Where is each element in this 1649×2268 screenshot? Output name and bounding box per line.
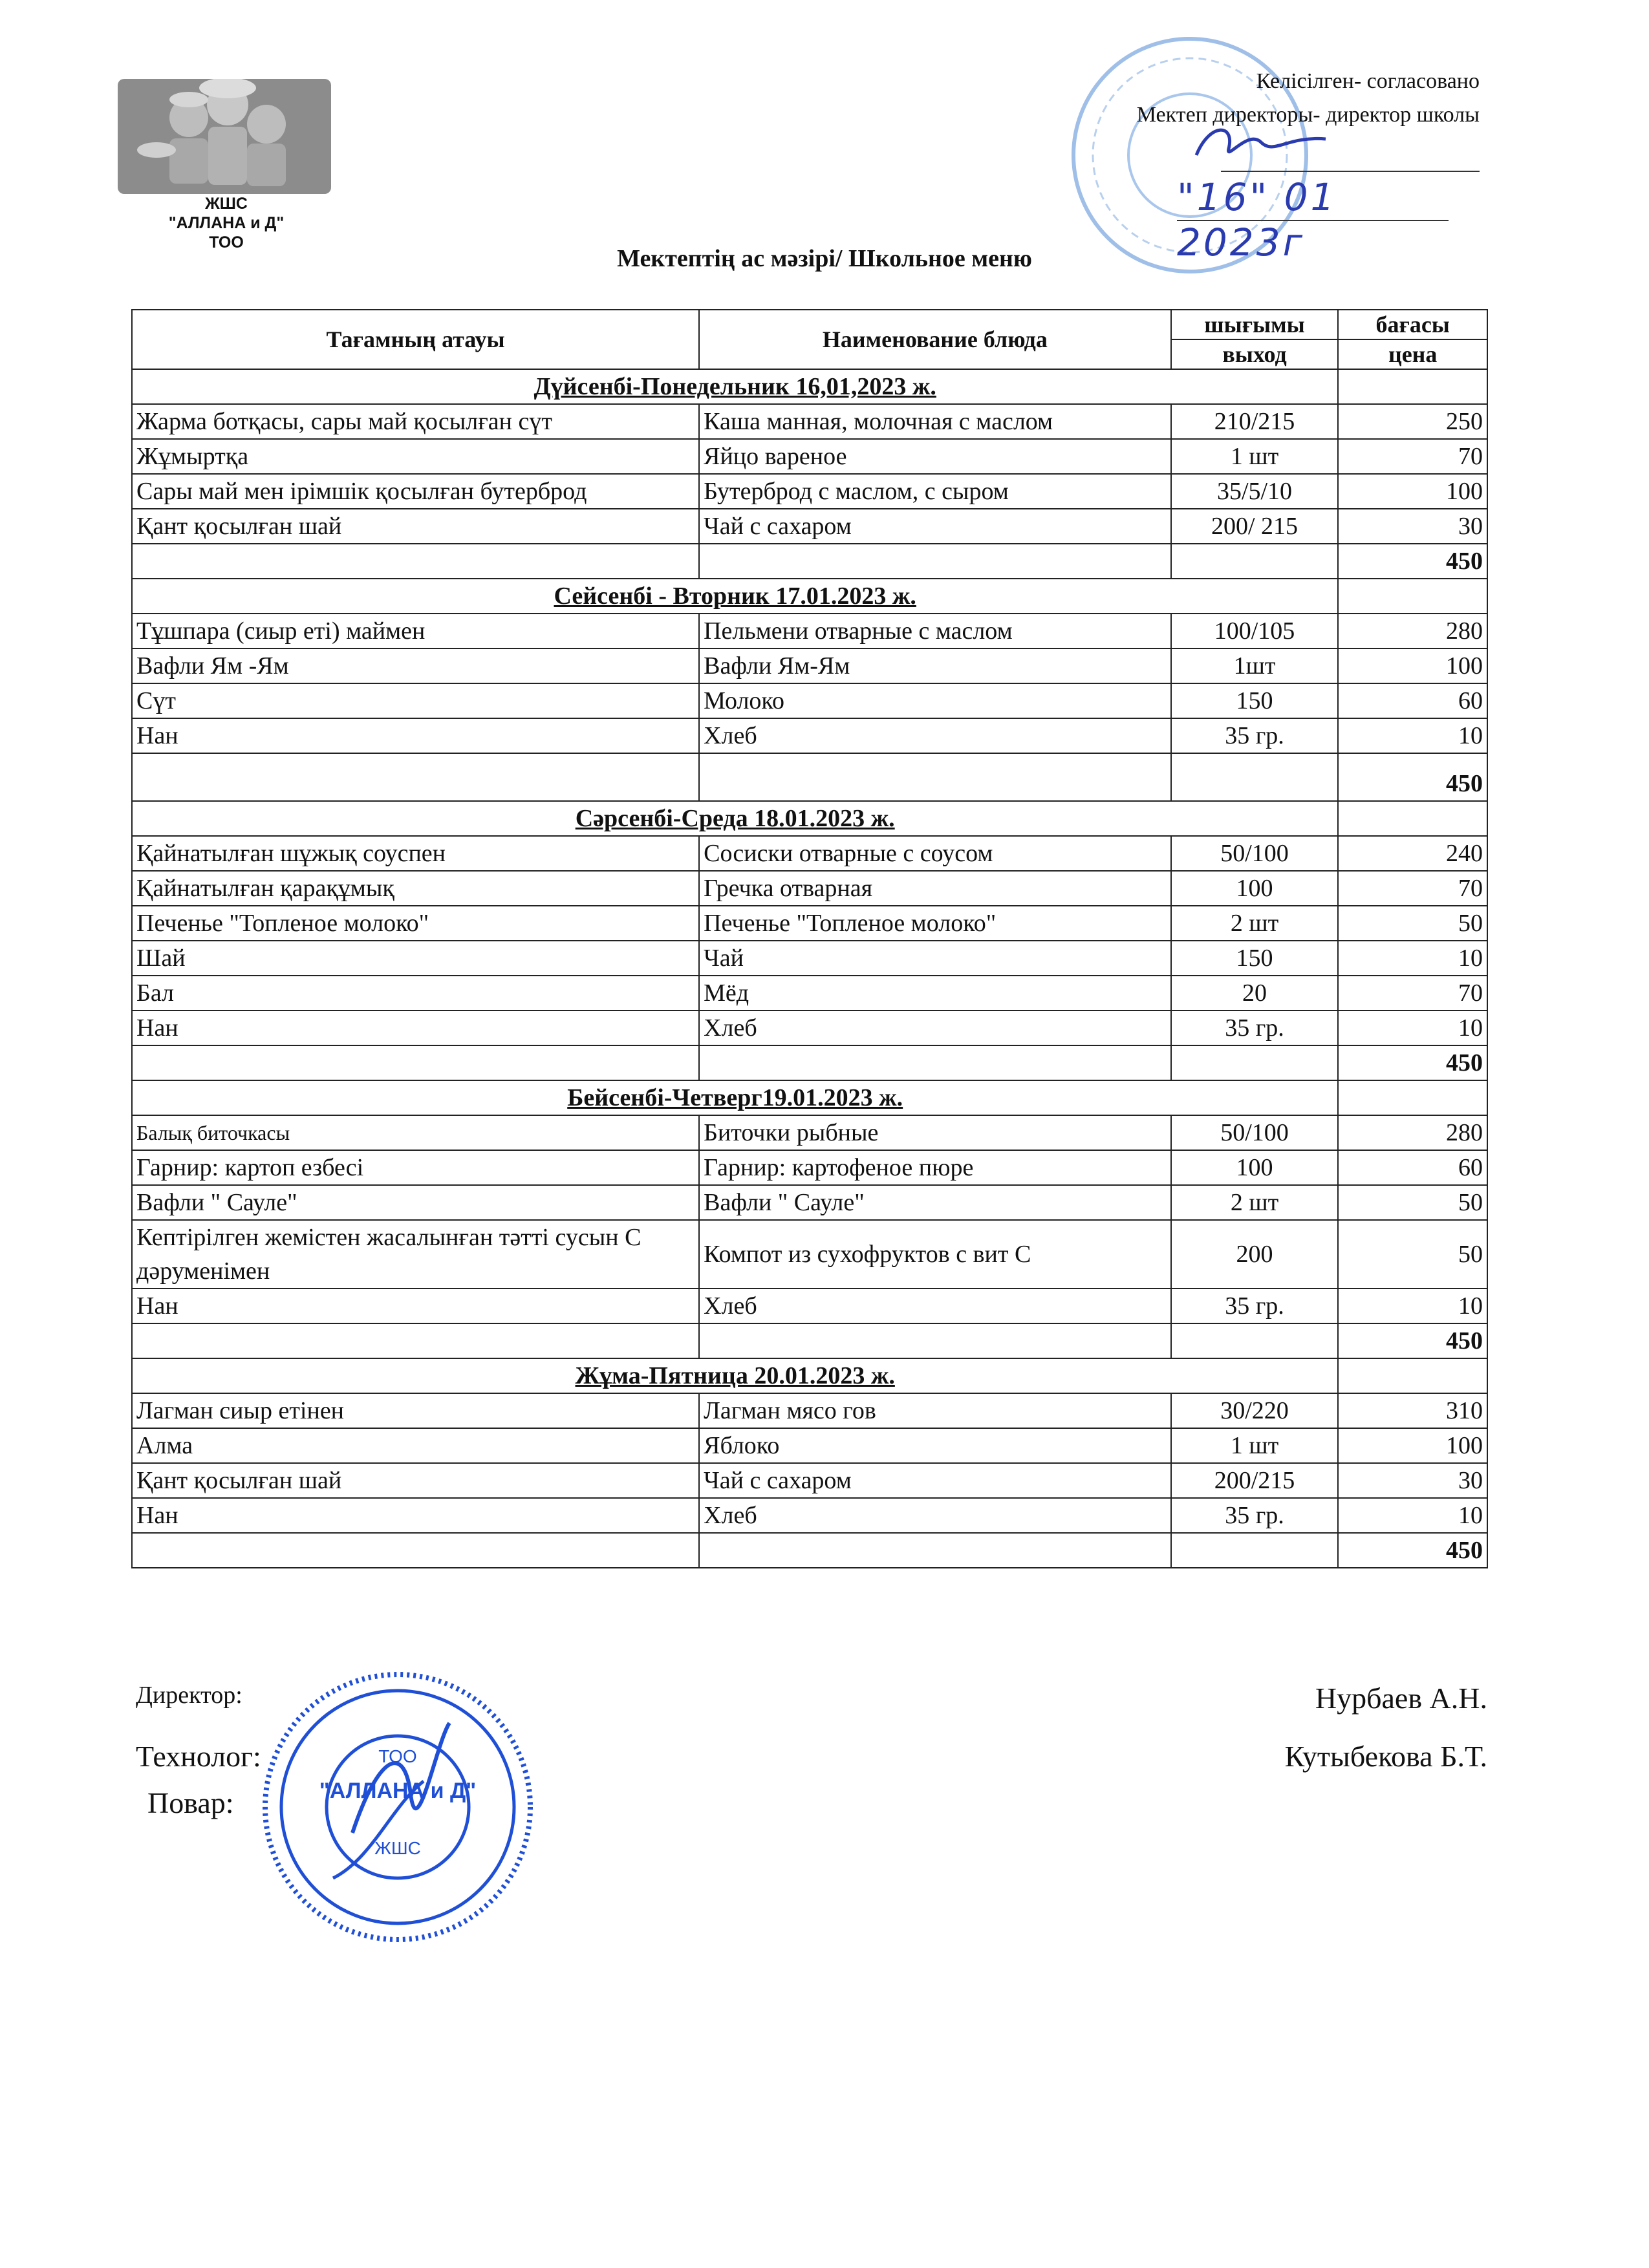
dish-price: 100 <box>1338 1428 1487 1463</box>
day-header-row <box>132 801 1487 836</box>
day-total: 450 <box>1338 544 1487 579</box>
table-row <box>132 683 1487 718</box>
director-label: Директор: <box>136 1682 242 1709</box>
total-empty-cell <box>132 1533 699 1568</box>
dish-price: 280 <box>1338 614 1487 648</box>
day-header-row <box>132 1080 1487 1115</box>
dish-price: 310 <box>1338 1393 1487 1428</box>
dish-price: 60 <box>1338 1150 1487 1185</box>
dish-name-ru: Хлеб <box>699 1011 1171 1045</box>
dish-name-ru: Яблоко <box>699 1428 1171 1463</box>
dish-yield: 150 <box>1171 683 1339 718</box>
dish-name-ru: Чай с сахаром <box>699 509 1171 544</box>
dish-yield: 35 гр. <box>1171 718 1339 753</box>
director-name: Нурбаев А.Н. <box>1315 1682 1487 1715</box>
technologist-name: Кутыбекова Б.Т. <box>1284 1740 1487 1773</box>
total-empty-cell <box>1171 1045 1339 1080</box>
table-row <box>132 474 1487 509</box>
day-title-empty-cell <box>1338 1358 1487 1393</box>
dish-name-kz: Кептірілген жемістен жасалынған тәтті сусын С дәруменімен <box>132 1220 699 1289</box>
total-empty-cell <box>132 1045 699 1080</box>
dish-name-ru: Хлеб <box>699 718 1171 753</box>
dish-yield: 200/ 215 <box>1171 509 1339 544</box>
dish-name-ru: Мёд <box>699 976 1171 1011</box>
total-row <box>132 544 1487 579</box>
header-kz-name: Тағамның атауы <box>132 310 699 369</box>
day-title-empty-cell <box>1338 369 1487 404</box>
logo-caption <box>110 194 343 252</box>
dish-name-kz: Нан <box>132 1011 699 1045</box>
dish-yield: 30/220 <box>1171 1393 1339 1428</box>
table-header-row <box>132 310 1487 339</box>
dish-name-ru: Молоко <box>699 683 1171 718</box>
table-row <box>132 906 1487 941</box>
day-header-row <box>132 369 1487 404</box>
dish-name-ru: Хлеб <box>699 1289 1171 1323</box>
table-row <box>132 1393 1487 1428</box>
table-row <box>132 509 1487 544</box>
company-logo <box>118 79 331 194</box>
dish-name-ru: Чай с сахаром <box>699 1463 1171 1498</box>
day-title-empty-cell <box>1338 1080 1487 1115</box>
dish-yield: 150 <box>1171 941 1339 976</box>
table-row <box>132 836 1487 871</box>
day-total: 450 <box>1338 1533 1487 1568</box>
dish-yield: 35 гр. <box>1171 1498 1339 1533</box>
dish-yield: 35/5/10 <box>1171 474 1339 509</box>
dish-yield: 1 шт <box>1171 439 1339 474</box>
dish-name-kz: Нан <box>132 718 699 753</box>
dish-name-ru: Бутерброд с маслом, с сыром <box>699 474 1171 509</box>
total-empty-cell <box>699 753 1171 801</box>
dish-name-kz: Сүт <box>132 683 699 718</box>
total-row <box>132 753 1487 801</box>
total-row <box>132 1045 1487 1080</box>
total-empty-cell <box>699 1323 1171 1358</box>
dish-name-kz: Жұмыртқа <box>132 439 699 474</box>
dish-price: 280 <box>1338 1115 1487 1150</box>
school-director-signature-icon <box>1190 116 1332 175</box>
dish-name-kz: Лагман сиыр етінен <box>132 1393 699 1428</box>
day-header-row <box>132 1358 1487 1393</box>
day-header-row <box>132 579 1487 614</box>
dish-price: 70 <box>1338 439 1487 474</box>
dish-name-kz: Нан <box>132 1498 699 1533</box>
chef-figures-icon <box>118 79 331 194</box>
dish-name-kz: Жарма ботқасы, сары май қосылған сүт <box>132 404 699 439</box>
dish-yield: 50/100 <box>1171 1115 1339 1150</box>
table-row <box>132 1463 1487 1498</box>
dish-name-ru: Яйцо вареное <box>699 439 1171 474</box>
dish-price: 50 <box>1338 1220 1487 1289</box>
dish-name-ru: Вафли Ям-Ям <box>699 648 1171 683</box>
dish-yield: 1шт <box>1171 648 1339 683</box>
dish-yield: 1 шт <box>1171 1428 1339 1463</box>
day-title-empty-cell <box>1338 579 1487 614</box>
dish-price: 10 <box>1338 1498 1487 1533</box>
dish-name-ru: Биточки рыбные <box>699 1115 1171 1150</box>
stamp-zhshs: ЖШС <box>374 1838 421 1858</box>
dish-price: 100 <box>1338 648 1487 683</box>
dish-name-ru: Сосиски отварные с соусом <box>699 836 1171 871</box>
dish-price: 50 <box>1338 906 1487 941</box>
dish-yield: 200/215 <box>1171 1463 1339 1498</box>
dish-price: 250 <box>1338 404 1487 439</box>
logo-line-2: "АЛЛАНА и Д" <box>168 214 285 232</box>
stamp-company-name: "АЛЛАНА и Д" <box>319 1779 477 1803</box>
total-empty-cell <box>1171 1323 1339 1358</box>
menu-table <box>131 309 1488 1568</box>
dish-name-kz: Қайнатылған қарақұмық <box>132 871 699 906</box>
dish-price: 30 <box>1338 1463 1487 1498</box>
dish-name-kz: Алма <box>132 1428 699 1463</box>
dish-name-kz: Қант қосылған шай <box>132 509 699 544</box>
dish-name-kz: Қайнатылған шұжық соуспен <box>132 836 699 871</box>
total-empty-cell <box>699 1045 1171 1080</box>
dish-price: 70 <box>1338 976 1487 1011</box>
dish-name-ru: Чай <box>699 941 1171 976</box>
table-row <box>132 1115 1487 1150</box>
dish-name-kz: Шай <box>132 941 699 976</box>
dish-name-kz: Тұшпара (сиыр еті) маймен <box>132 614 699 648</box>
approval-agreed: Келісілген- согласовано <box>1256 69 1480 93</box>
logo-line-1: ЖШС <box>205 195 248 213</box>
dish-name-ru: Компот из сухофруктов с вит С <box>699 1220 1171 1289</box>
page-title: Мектептің ас мәзірі/ Школьное меню <box>617 245 1032 272</box>
company-stamp-icon <box>255 1665 540 1949</box>
dish-name-kz: Балық биточкасы <box>132 1115 699 1150</box>
company-stamp <box>255 1665 540 1949</box>
dish-yield: 100 <box>1171 1150 1339 1185</box>
day-title: Дүйсенбі-Понедельник 16,01,2023 ж. <box>132 369 1338 404</box>
table-row <box>132 1289 1487 1323</box>
table-row <box>132 404 1487 439</box>
dish-name-kz: Нан <box>132 1289 699 1323</box>
total-empty-cell <box>699 1533 1171 1568</box>
dish-price: 10 <box>1338 718 1487 753</box>
dish-price: 30 <box>1338 509 1487 544</box>
table-row <box>132 871 1487 906</box>
dish-name-kz: Сары май мен ірімшік қосылған бутерброд <box>132 474 699 509</box>
header-price-ru: цена <box>1338 339 1487 369</box>
table-row <box>132 648 1487 683</box>
dish-name-kz: Бал <box>132 976 699 1011</box>
table-row <box>132 614 1487 648</box>
approval-date: "16" 01 2023г <box>1177 175 1449 221</box>
dish-name-ru: Гречка отварная <box>699 871 1171 906</box>
table-row <box>132 941 1487 976</box>
technologist-label: Технолог: <box>136 1740 261 1773</box>
day-title: Бейсенбі-Четверг19.01.2023 ж. <box>132 1080 1338 1115</box>
total-empty-cell <box>132 753 699 801</box>
day-total: 450 <box>1338 1045 1487 1080</box>
table-row <box>132 1150 1487 1185</box>
dish-price: 240 <box>1338 836 1487 871</box>
table-row <box>132 1011 1487 1045</box>
table-row <box>132 1185 1487 1220</box>
header-price-kz: бағасы <box>1338 310 1487 339</box>
total-empty-cell <box>699 544 1171 579</box>
table-row <box>132 1428 1487 1463</box>
dish-yield: 100/105 <box>1171 614 1339 648</box>
dish-name-ru: Каша манная, молочная с маслом <box>699 404 1171 439</box>
stamp-too: ТОО <box>378 1746 417 1766</box>
total-empty-cell <box>132 544 699 579</box>
dish-name-kz: Гарнир: картоп езбесі <box>132 1150 699 1185</box>
dish-yield: 210/215 <box>1171 404 1339 439</box>
dish-price: 10 <box>1338 941 1487 976</box>
total-row <box>132 1323 1487 1358</box>
dish-yield: 2 шт <box>1171 906 1339 941</box>
header-yield-ru: выход <box>1171 339 1339 369</box>
header-yield-kz: шығымы <box>1171 310 1339 339</box>
dish-name-ru: Вафли " Сауле" <box>699 1185 1171 1220</box>
dish-name-ru: Пельмени отварные с маслом <box>699 614 1171 648</box>
dish-name-ru: Печенье "Топленое молоко" <box>699 906 1171 941</box>
day-title: Жұма-Пятница 20.01.2023 ж. <box>132 1358 1338 1393</box>
day-title: Сейсенбі - Вторник 17.01.2023 ж. <box>132 579 1338 614</box>
table-row <box>132 1220 1487 1289</box>
total-empty-cell <box>1171 1533 1339 1568</box>
table-row <box>132 976 1487 1011</box>
dish-name-kz: Вафли Ям -Ям <box>132 648 699 683</box>
dish-yield: 35 гр. <box>1171 1289 1339 1323</box>
dish-yield: 20 <box>1171 976 1339 1011</box>
table-row <box>132 1498 1487 1533</box>
day-title-empty-cell <box>1338 801 1487 836</box>
total-empty-cell <box>132 1323 699 1358</box>
approval-director: Мектеп директоры- директор школы <box>1136 103 1480 127</box>
day-total: 450 <box>1338 753 1487 801</box>
header-ru-name: Наименование блюда <box>699 310 1171 369</box>
dish-yield: 2 шт <box>1171 1185 1339 1220</box>
dish-yield: 35 гр. <box>1171 1011 1339 1045</box>
dish-price: 50 <box>1338 1185 1487 1220</box>
dish-yield: 100 <box>1171 871 1339 906</box>
dish-name-ru: Гарнир: картофеное пюре <box>699 1150 1171 1185</box>
day-title: Сәрсенбі-Среда 18.01.2023 ж. <box>132 801 1338 836</box>
dish-name-kz: Вафли " Сауле" <box>132 1185 699 1220</box>
total-empty-cell <box>1171 544 1339 579</box>
table-row <box>132 439 1487 474</box>
dish-name-kz: Печенье "Топленое молоко" <box>132 906 699 941</box>
dish-yield: 200 <box>1171 1220 1339 1289</box>
dish-price: 60 <box>1338 683 1487 718</box>
dish-price: 10 <box>1338 1289 1487 1323</box>
dish-name-ru: Хлеб <box>699 1498 1171 1533</box>
cook-label: Повар: <box>147 1786 234 1819</box>
dish-price: 10 <box>1338 1011 1487 1045</box>
logo-line-3: ТОО <box>209 233 244 251</box>
dish-yield: 50/100 <box>1171 836 1339 871</box>
dish-name-kz: Қант қосылған шай <box>132 1463 699 1498</box>
dish-name-ru: Лагман мясо гов <box>699 1393 1171 1428</box>
total-row <box>132 1533 1487 1568</box>
dish-price: 70 <box>1338 871 1487 906</box>
dish-price: 100 <box>1338 474 1487 509</box>
day-total: 450 <box>1338 1323 1487 1358</box>
table-row <box>132 718 1487 753</box>
total-empty-cell <box>1171 753 1339 801</box>
